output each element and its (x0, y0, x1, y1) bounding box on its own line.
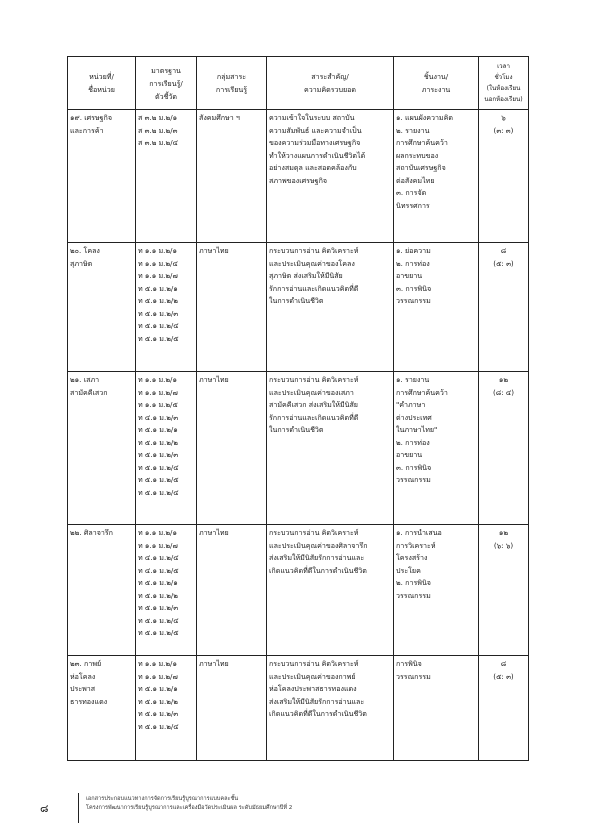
footer-line-1: เอกสารประกอบแนวทางการจัดการเรียนรู้บูรณาการแบบคละชั้น (86, 796, 239, 802)
standards-cell: ท ๑.๑ ม.๒/๑ ท ๑.๑ ม.๒/๗ ท ๑.๑ ม.๒/๕ ท ๔.๑ ม.๒/๓ ท ๕.๑ ม.๒/๑ ท ๕.๑ ม.๒/๒ ท ๕.๑ ม.๒/๓ ท ๕.๑ ม.๒/๔ ท ๕.๑ ม.๒/๕ ท ๕.๑ ม.๒/๔ (136, 372, 197, 525)
time-cell: ๑๒ (๘: ๔) (479, 372, 529, 525)
concept-cell: ความเข้าใจในระบบ สถาบัน ความสัมพันธ์ และความจำเป็น ของความร่วมมือทางเศรษฐกิจ ทำให้วางแผนการดำเนินชีวิตได้ อย่างสมดุล และสอดคล้องกับ สภาพของเศรษฐกิจ (267, 110, 394, 243)
footer-divider (78, 793, 79, 823)
work-cell: ๑. การนำเสนอ การวิเคราะห์ โครงสร้าง ประโยค ๒. การพินิจ วรรณกรรม (394, 525, 479, 656)
curriculum-table (67, 56, 529, 761)
work-cell: ๑. แผนผังความคิด ๒. รายงาน การศึกษาค้นคว้า ผลกระทบของ สถาบันเศรษฐกิจ ต่อสังคมไทย ๓. การจัด นิทรรศการ (394, 110, 479, 243)
subject-cell: ภาษาไทย (197, 525, 267, 656)
table-header-row (68, 57, 529, 110)
header-subject: กลุ่มสาระ การเรียนรู้ (197, 57, 267, 110)
unit-cell: ๒๐. โคลง สุภาษิต (68, 243, 136, 372)
time-cell: ๘ (๕: ๓) (479, 243, 529, 372)
unit-cell: ๒๑. เสภา สามัคคีเสวก (68, 372, 136, 525)
concept-cell: กระบวนการอ่าน คิดวิเคราะห์ และประเมินคุณค่าของศิลาจารึก ส่งเสริมให้มีนิสัยรักการอ่านและ เกิดแนวคิดที่ดีในการดำเนินชีวิต (267, 525, 394, 656)
concept-cell: กระบวนการอ่าน คิดวิเคราะห์ และประเมินคุณค่าของกาพย์ ห่อโคลงประพาสธารทองแดง ส่งเสริมให้มีนิสัยรักการอ่านและ เกิดแนวคิดที่ดีในการดำเนินชีวิต (267, 656, 394, 761)
standards-cell: ท ๑.๑ ม.๒/๑ ท ๑.๑ ม.๒/๔ ท ๑.๑ ม.๒/๗ ท ๕.๑ ม.๒/๑ ท ๕.๑ ม.๒/๒ ท ๕.๑ ม.๒/๓ ท ๕.๑ ม.๒/๔ ท ๕.๑ ม.๒/๕ (136, 243, 197, 372)
time-cell: ๑๒ (๖: ๖) (479, 525, 529, 656)
footer-line-2: โครงการพัฒนาการเรียนรู้บูรณาการและเครื่องมือวัดประเมินผล ระดับมัธยมศึกษาปีที่ 2 (86, 805, 293, 811)
header-time: เวลา ชั่วโมง (ในห้องเรียน นอกห้องเรียน) (479, 57, 529, 110)
concept-cell: กระบวนการอ่าน คิดวิเคราะห์ และประเมินคุณค่าของเสภา สามัคคีเสวก ส่งเสริมให้มีนิสัย รักการอ่านและเกิดแนวคิดที่ดี ในการดำเนินชีวิต (267, 372, 394, 525)
standards-cell: ท ๑.๑ ม.๒/๑ ท ๑.๑ ม.๒/๗ ท ๔.๑ ม.๒/๔ ท ๔.๑ ม.๒/๕ ท ๕.๑ ม.๒/๑ ท ๕.๑ ม.๒/๒ ท ๕.๑ ม.๒/๓ ท ๕.๑ ม.๒/๔ ท ๕.๑ ม.๒/๕ (136, 525, 197, 656)
unit-cell: ๒๓. กาพย์ ห่อโคลง ประพาส ธารทองแดง (68, 656, 136, 761)
table-row (68, 656, 529, 761)
subject-cell: ภาษาไทย (197, 243, 267, 372)
subject-cell: สังคมศึกษา ฯ (197, 110, 267, 243)
table-row (68, 372, 529, 525)
header-concept: สาระสำคัญ/ ความคิดรวบยอด (267, 57, 394, 110)
footer-text (86, 795, 292, 813)
header-standards: มาตรฐาน การเรียนรู้/ ตัวชี้วัด (136, 57, 197, 110)
page-number: ๘ (40, 802, 49, 815)
work-cell: การพินิจ วรรณกรรม (394, 656, 479, 761)
time-cell: ๘ (๕: ๓) (479, 656, 529, 761)
table-row (68, 110, 529, 243)
work-cell: ๑. ย่อความ ๒. การท่อง อาขยาน ๓. การพินิจ วรรณกรรม (394, 243, 479, 372)
unit-cell: ๑๙. เศรษฐกิจ และการค้า (68, 110, 136, 243)
table-row (68, 525, 529, 656)
concept-cell: กระบวนการอ่าน คิดวิเคราะห์ และประเมินคุณค่าของโคลง สุภาษิต ส่งเสริมให้มีนิสัย รักการอ่านและเกิดแนวคิดที่ดี ในการดำเนินชีวิต (267, 243, 394, 372)
standards-cell: ส ๓.๒ ม.๒/๑ ส ๓.๒ ม.๒/๓ ส ๓.๒ ม.๒/๔ (136, 110, 197, 243)
header-work: ชิ้นงาน/ ภาระงาน (394, 57, 479, 110)
table-row (68, 243, 529, 372)
unit-cell: ๒๒. ศิลาจารึก (68, 525, 136, 656)
subject-cell: ภาษาไทย (197, 656, 267, 761)
time-cell: ๖ (๓: ๓) (479, 110, 529, 243)
page-footer (0, 790, 595, 830)
standards-cell: ท ๑.๑ ม.๒/๑ ท ๑.๑ ม.๒/๗ ท ๕.๑ ม.๒/๑ ท ๕.๑ ม.๒/๒ ท ๕.๑ ม.๒/๓ ท ๕.๑ ม.๒/๔ (136, 656, 197, 761)
subject-cell: ภาษาไทย (197, 372, 267, 525)
header-unit: หน่วยที่/ ชื่อหน่วย (68, 57, 136, 110)
work-cell: ๑. รายงาน การศึกษาค้นคว้า "คำภาษา ต่างประเทศ ในภาษาไทย" ๒. การท่อง อาขยาน ๓. การพินิจ วรรณกรรม (394, 372, 479, 525)
